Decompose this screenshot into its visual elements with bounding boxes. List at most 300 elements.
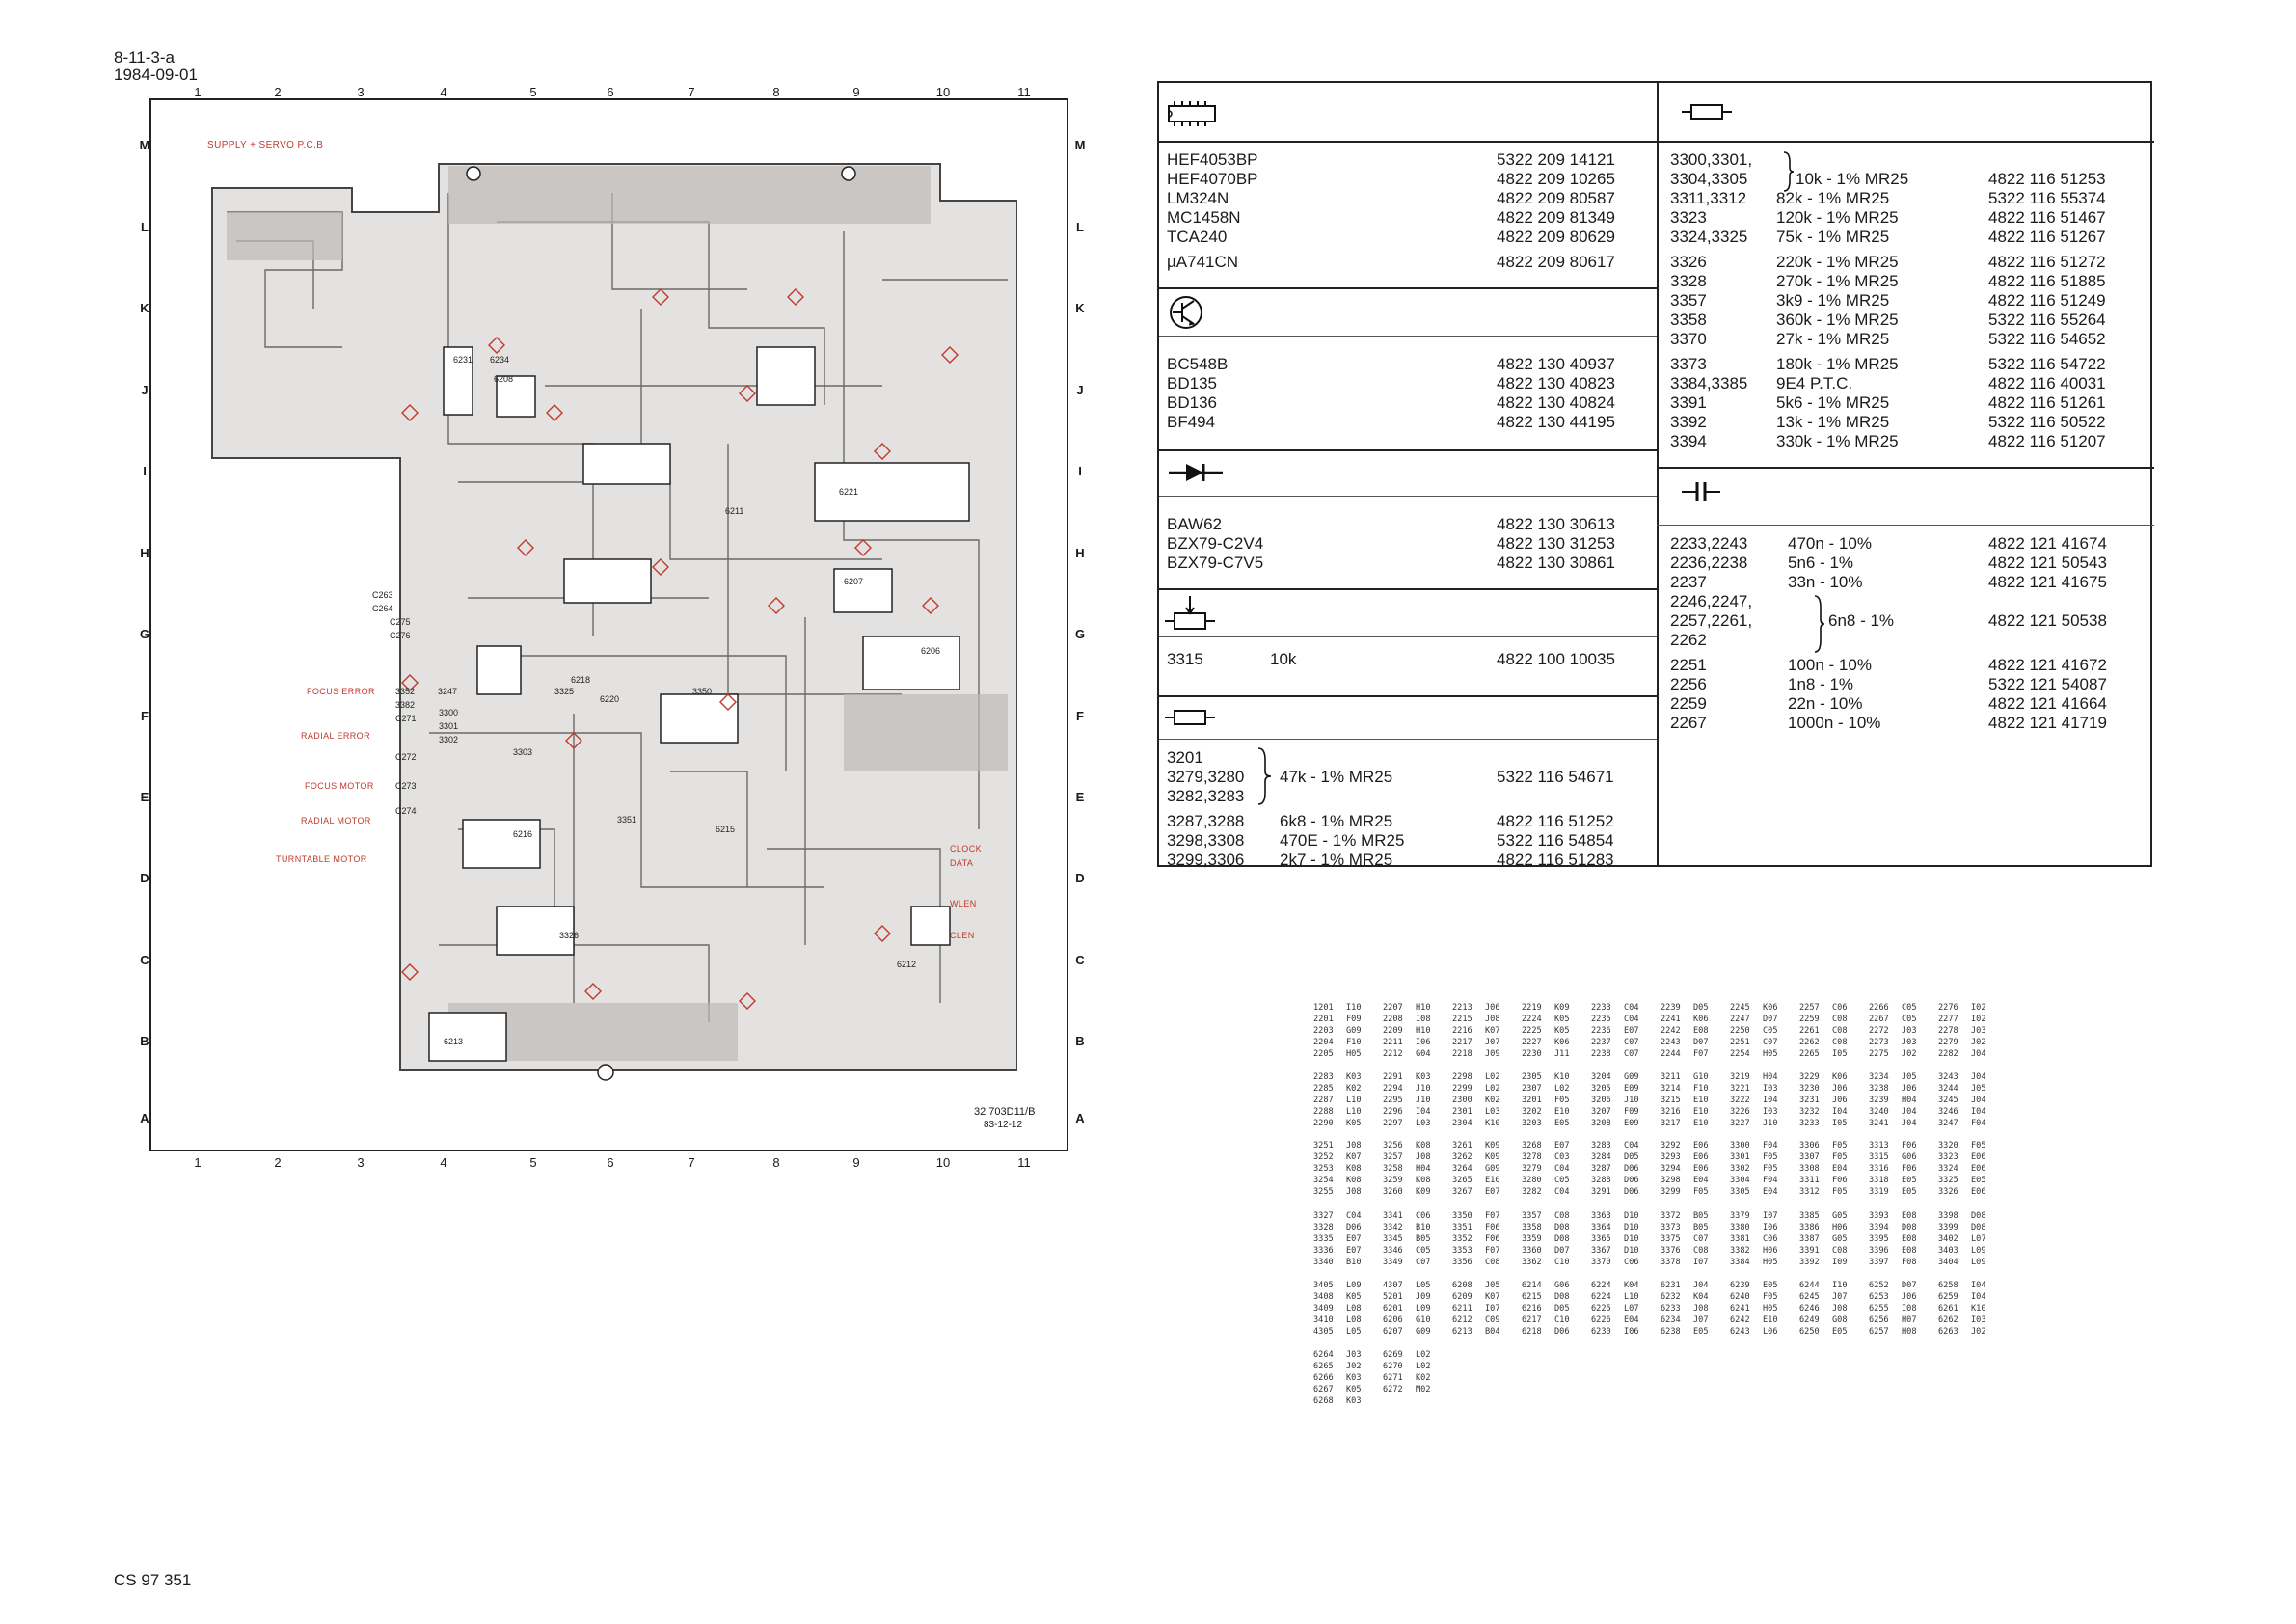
index-position: G10 — [1416, 1315, 1431, 1325]
index-ref: 2254 — [1730, 1049, 1750, 1059]
index-ref: 3294 — [1661, 1164, 1681, 1174]
index-position: D10 — [1624, 1223, 1639, 1232]
index-position: D05 — [1693, 1003, 1709, 1013]
index-ref: 3241 — [1869, 1119, 1889, 1128]
index-position: E07 — [1485, 1187, 1500, 1197]
index-ref: 2244 — [1661, 1049, 1681, 1059]
index-ref: 2295 — [1383, 1096, 1403, 1105]
index-position: K02 — [1416, 1373, 1431, 1383]
pcb-row-letter: L — [1076, 220, 1084, 234]
index-ref: 3287 — [1591, 1164, 1611, 1174]
index-position: I02 — [1971, 1003, 1986, 1013]
index-position: L05 — [1416, 1281, 1431, 1290]
index-ref: 2208 — [1383, 1015, 1403, 1024]
index-position: J10 — [1416, 1096, 1431, 1105]
index-position: C06 — [1763, 1234, 1778, 1244]
pcb-component-label: 6206 — [921, 646, 941, 656]
pcb-component-label: C276 — [390, 631, 411, 640]
index-position: J02 — [1971, 1327, 1986, 1337]
index-ref: 2211 — [1383, 1038, 1403, 1047]
index-position: E10 — [1693, 1119, 1709, 1128]
part-type: BD136 — [1167, 393, 1217, 412]
index-position: K03 — [1346, 1396, 1362, 1406]
index-ref: 2300 — [1452, 1096, 1472, 1105]
index-ref: 3335 — [1313, 1234, 1334, 1244]
index-ref: 3251 — [1313, 1141, 1334, 1150]
index-position: C08 — [1832, 1026, 1848, 1036]
index-position: D06 — [1624, 1176, 1639, 1185]
index-ref: 3262 — [1452, 1152, 1472, 1162]
index-ref: 3342 — [1383, 1223, 1403, 1232]
index-ref: 2294 — [1383, 1084, 1403, 1094]
part-code: 4822 121 41674 — [1988, 534, 2107, 553]
index-position: C10 — [1554, 1258, 1570, 1267]
index-position: H04 — [1902, 1096, 1917, 1105]
index-ref: 3267 — [1452, 1187, 1472, 1197]
index-position: J08 — [1346, 1141, 1362, 1150]
part-code: 4822 116 40031 — [1988, 374, 2106, 392]
index-position: G09 — [1416, 1327, 1431, 1337]
pcb-row-letter: M — [1074, 138, 1086, 152]
part-ref: 2233,2243 — [1670, 534, 1748, 553]
part-code: 4822 209 80587 — [1497, 189, 1615, 207]
index-position: L03 — [1416, 1119, 1431, 1128]
index-ref: 3205 — [1591, 1084, 1611, 1094]
index-ref: 2241 — [1661, 1015, 1681, 1024]
part-value: 27k - 1% MR25 — [1776, 330, 1890, 348]
part-code: 4822 209 81349 — [1497, 208, 1615, 227]
index-ref: 3393 — [1869, 1211, 1889, 1221]
index-position: E08 — [1693, 1026, 1709, 1036]
part-ref: 2259 — [1670, 694, 1707, 713]
capacitor-icon — [1680, 480, 1722, 508]
index-position: F05 — [1971, 1141, 1986, 1150]
part-code: 4822 116 51253 — [1988, 170, 2106, 188]
index-position: L08 — [1346, 1315, 1362, 1325]
index-position: H06 — [1763, 1246, 1778, 1256]
index-ref: 2272 — [1869, 1026, 1889, 1036]
index-ref: 6268 — [1313, 1396, 1334, 1406]
index-position: K07 — [1485, 1026, 1500, 1036]
index-ref: 3376 — [1661, 1246, 1681, 1256]
index-ref: 6258 — [1938, 1281, 1958, 1290]
part-type: BF494 — [1167, 413, 1216, 431]
ic-icon — [1167, 100, 1217, 132]
index-position: L02 — [1416, 1362, 1431, 1371]
part-code: 4822 121 41664 — [1988, 694, 2107, 713]
index-position: I09 — [1832, 1258, 1848, 1267]
index-position: E05 — [1902, 1187, 1917, 1197]
index-ref: 6226 — [1591, 1315, 1611, 1325]
index-ref: 6213 — [1452, 1327, 1472, 1337]
part-ref: 3323 — [1670, 208, 1707, 227]
index-position: E06 — [1971, 1164, 1986, 1174]
part-ref: 2262 — [1670, 631, 1707, 649]
index-ref: 3387 — [1799, 1234, 1820, 1244]
index-position: D07 — [1763, 1015, 1778, 1024]
label-focus-error: FOCUS ERROR — [307, 687, 375, 696]
index-ref: 3284 — [1591, 1152, 1611, 1162]
index-ref: 2259 — [1799, 1015, 1820, 1024]
index-ref: 3278 — [1522, 1152, 1542, 1162]
index-position: K07 — [1346, 1152, 1362, 1162]
index-position: J03 — [1346, 1350, 1362, 1360]
index-position: K09 — [1554, 1003, 1570, 1013]
table-column-divider — [1657, 83, 1659, 865]
pcb-component-label: 6218 — [571, 675, 591, 685]
part-ref: 3324,3325 — [1670, 228, 1748, 246]
index-position: C08 — [1832, 1015, 1848, 1024]
component-position-index — [1313, 1003, 2008, 1427]
index-position: F08 — [1902, 1258, 1917, 1267]
index-position: F09 — [1624, 1107, 1639, 1117]
index-position: F06 — [1902, 1141, 1917, 1150]
index-position: E04 — [1832, 1164, 1848, 1174]
index-position: D05 — [1624, 1152, 1639, 1162]
index-ref: 3244 — [1938, 1084, 1958, 1094]
pcb-row-letter: K — [140, 301, 149, 315]
index-ref: 3380 — [1730, 1223, 1750, 1232]
index-position: G05 — [1832, 1234, 1848, 1244]
index-ref: 2291 — [1383, 1072, 1403, 1082]
index-ref: 3320 — [1938, 1141, 1958, 1150]
index-position: L03 — [1485, 1107, 1500, 1117]
part-ref: 3311,3312 — [1670, 189, 1747, 207]
index-position: C05 — [1902, 1015, 1917, 1024]
pcb-column-number: 7 — [688, 85, 695, 99]
index-position: H07 — [1902, 1315, 1917, 1325]
pcb-title: SUPPLY + SERVO P.C.B — [207, 140, 324, 150]
index-ref: 6266 — [1313, 1373, 1334, 1383]
index-position: J04 — [1902, 1119, 1917, 1128]
index-position: J04 — [1971, 1096, 1986, 1105]
index-ref: 3409 — [1313, 1304, 1334, 1313]
index-position: J07 — [1832, 1292, 1848, 1302]
index-ref: 3252 — [1313, 1152, 1334, 1162]
index-ref: 3402 — [1938, 1234, 1958, 1244]
index-ref: 3238 — [1869, 1084, 1889, 1094]
index-position: K08 — [1346, 1176, 1362, 1185]
index-ref: 3386 — [1799, 1223, 1820, 1232]
index-position: E04 — [1624, 1315, 1639, 1325]
index-ref: 3268 — [1522, 1141, 1542, 1150]
index-position: J08 — [1693, 1304, 1709, 1313]
pcb-component-label: 6213 — [444, 1037, 464, 1046]
pcb-column-number: 3 — [357, 85, 365, 99]
index-ref: 2288 — [1313, 1107, 1334, 1117]
index-position: E08 — [1902, 1234, 1917, 1244]
document-code: CS 97 351 — [114, 1571, 192, 1589]
part-value: 5k6 - 1% MR25 — [1776, 393, 1890, 412]
label-focus-motor: FOCUS MOTOR — [305, 781, 374, 791]
index-position: F05 — [1554, 1096, 1570, 1105]
pcb-component-label: C271 — [395, 714, 417, 723]
index-ref: 3359 — [1522, 1234, 1542, 1244]
index-ref: 6244 — [1799, 1281, 1820, 1290]
part-value: 120k - 1% MR25 — [1776, 208, 1899, 227]
index-position: M02 — [1416, 1385, 1431, 1394]
index-position: F09 — [1346, 1015, 1362, 1024]
pcb-column-number: 1 — [194, 85, 202, 99]
index-ref: 3254 — [1313, 1176, 1334, 1185]
part-value: 82k - 1% MR25 — [1776, 189, 1890, 207]
index-ref: 2266 — [1869, 1003, 1889, 1013]
index-ref: 6241 — [1730, 1304, 1750, 1313]
part-value: 220k - 1% MR25 — [1776, 253, 1899, 271]
index-ref: 3364 — [1591, 1223, 1611, 1232]
pcb-column-number: 6 — [607, 1155, 614, 1170]
index-position: F04 — [1763, 1176, 1778, 1185]
pcb-component-label: C263 — [372, 590, 393, 600]
index-ref: 3265 — [1452, 1176, 1472, 1185]
index-ref: 3247 — [1938, 1119, 1958, 1128]
index-position: H04 — [1416, 1164, 1431, 1174]
index-ref: 2224 — [1522, 1015, 1542, 1024]
pcb-row-letter: K — [1075, 301, 1085, 315]
part-ref: 2267 — [1670, 714, 1707, 732]
index-position: K03 — [1346, 1373, 1362, 1383]
index-ref: 6225 — [1591, 1304, 1611, 1313]
index-position: K05 — [1554, 1026, 1570, 1036]
index-ref: 3410 — [1313, 1315, 1334, 1325]
part-ref: 3298,3308 — [1167, 831, 1245, 850]
index-position: J08 — [1485, 1015, 1500, 1024]
pcb-component-label: 6212 — [897, 960, 917, 969]
index-position: F05 — [1832, 1187, 1848, 1197]
index-ref: 3346 — [1383, 1246, 1403, 1256]
index-position: C04 — [1624, 1015, 1639, 1024]
part-ref: 3282,3283 — [1167, 787, 1245, 805]
index-ref: 3300 — [1730, 1141, 1750, 1150]
index-position: K03 — [1346, 1072, 1362, 1082]
pcb-row-letter: I — [143, 464, 147, 478]
part-code: 4822 116 51272 — [1988, 253, 2106, 271]
index-ref: 3258 — [1383, 1164, 1403, 1174]
index-ref: 2301 — [1452, 1107, 1472, 1117]
index-position: D06 — [1346, 1223, 1362, 1232]
index-position: B05 — [1693, 1223, 1709, 1232]
index-ref: 2233 — [1591, 1003, 1611, 1013]
index-position: E10 — [1763, 1315, 1778, 1325]
index-ref: 3396 — [1869, 1246, 1889, 1256]
part-ref: 2236,2238 — [1670, 554, 1748, 572]
index-position: L09 — [1971, 1258, 1986, 1267]
index-position: C06 — [1624, 1258, 1639, 1267]
index-ref: 6259 — [1938, 1292, 1958, 1302]
index-ref: 2296 — [1383, 1107, 1403, 1117]
pcb-board — [207, 154, 1017, 1095]
index-position: E08 — [1902, 1246, 1917, 1256]
part-type: BC548B — [1167, 355, 1229, 373]
part-type: TCA240 — [1167, 228, 1228, 246]
index-ref: 3385 — [1799, 1211, 1820, 1221]
pcb-row-letter: E — [1075, 790, 1085, 804]
index-ref: 3350 — [1452, 1211, 1472, 1221]
index-ref: 3232 — [1799, 1107, 1820, 1117]
part-type: BD135 — [1167, 374, 1217, 392]
part-code: 4822 121 50543 — [1988, 554, 2107, 572]
index-ref: 6224 — [1591, 1292, 1611, 1302]
index-ref: 3239 — [1869, 1096, 1889, 1105]
resistor-icon — [1163, 708, 1217, 732]
index-ref: 2217 — [1452, 1038, 1472, 1047]
part-code: 4822 130 40823 — [1497, 374, 1615, 392]
index-position: D07 — [1902, 1281, 1917, 1290]
pcb-component-label: 6234 — [490, 355, 510, 365]
document-date: 1984-09-01 — [114, 66, 198, 84]
index-position: G10 — [1693, 1072, 1709, 1082]
part-type: BAW62 — [1167, 515, 1223, 533]
part-code: 4822 130 30613 — [1497, 515, 1615, 533]
part-value: 5n6 - 1% — [1788, 554, 1854, 572]
index-ref: 3264 — [1452, 1164, 1472, 1174]
index-ref: 2207 — [1383, 1003, 1403, 1013]
index-position: J05 — [1902, 1072, 1917, 1082]
index-ref: 3208 — [1591, 1119, 1611, 1128]
index-ref: 3227 — [1730, 1119, 1750, 1128]
index-ref: 3282 — [1522, 1187, 1542, 1197]
index-ref: 2225 — [1522, 1026, 1542, 1036]
index-position: I02 — [1971, 1015, 1986, 1024]
part-ref: 3304,3305 — [1670, 170, 1748, 188]
pcb-row-letter: L — [141, 220, 149, 234]
index-position: J06 — [1902, 1084, 1917, 1094]
index-position: H06 — [1832, 1223, 1848, 1232]
part-code: 4822 130 40824 — [1497, 393, 1615, 412]
index-position: I07 — [1693, 1258, 1709, 1267]
index-ref: 6272 — [1383, 1385, 1403, 1394]
part-value: 33n - 10% — [1788, 573, 1863, 591]
resistor-icon — [1680, 102, 1734, 126]
index-ref: 3370 — [1591, 1258, 1611, 1267]
pcb-row-letter: A — [140, 1111, 149, 1125]
index-ref: 3203 — [1522, 1119, 1542, 1128]
index-position: C06 — [1416, 1211, 1431, 1221]
index-ref: 3379 — [1730, 1211, 1750, 1221]
index-position: E06 — [1971, 1187, 1986, 1197]
table-row-divider — [1657, 525, 2154, 526]
pcb-component-label: 6220 — [600, 694, 620, 704]
part-ref: 3357 — [1670, 291, 1707, 310]
index-ref: 2203 — [1313, 1026, 1334, 1036]
part-value: 6k8 - 1% MR25 — [1280, 812, 1393, 830]
index-ref: 1201 — [1313, 1003, 1334, 1013]
index-position: K09 — [1416, 1187, 1431, 1197]
pcb-component-label: 3300 — [439, 708, 459, 717]
part-code: 5322 116 54671 — [1497, 768, 1614, 786]
index-position: K08 — [1346, 1164, 1362, 1174]
index-ref: 3226 — [1730, 1107, 1750, 1117]
part-ref: 3358 — [1670, 311, 1707, 329]
index-ref: 3349 — [1383, 1258, 1403, 1267]
index-ref: 2307 — [1522, 1084, 1542, 1094]
index-ref: 2267 — [1869, 1015, 1889, 1024]
part-code: 4822 116 51207 — [1988, 432, 2106, 450]
index-position: B10 — [1346, 1258, 1362, 1267]
index-ref: 3326 — [1938, 1187, 1958, 1197]
pcb-component-label: 3350 — [692, 687, 713, 696]
index-position: L07 — [1971, 1234, 1986, 1244]
index-ref: 3315 — [1869, 1152, 1889, 1162]
index-position: E04 — [1763, 1187, 1778, 1197]
pcb-row-letter: D — [1075, 871, 1085, 885]
index-position: K10 — [1971, 1304, 1986, 1313]
index-ref: 2204 — [1313, 1038, 1334, 1047]
index-position: G04 — [1416, 1049, 1431, 1059]
pcb-column-number: 10 — [935, 85, 951, 99]
table-row-divider — [1159, 588, 1657, 590]
index-position: G05 — [1832, 1211, 1848, 1221]
index-ref: 3214 — [1661, 1084, 1681, 1094]
index-ref: 6207 — [1383, 1327, 1403, 1337]
index-position: J05 — [1485, 1281, 1500, 1290]
pcb-component-label: 6211 — [725, 506, 744, 516]
part-type: µA741CN — [1167, 253, 1239, 271]
index-ref: 6250 — [1799, 1327, 1820, 1337]
index-position: K08 — [1416, 1176, 1431, 1185]
index-ref: 3245 — [1938, 1096, 1958, 1105]
index-position: H08 — [1902, 1327, 1917, 1337]
index-position: H05 — [1346, 1049, 1362, 1059]
pcb-component-label: 3247 — [438, 687, 458, 696]
index-ref: 6267 — [1313, 1385, 1334, 1394]
pcb-column-number: 8 — [772, 1155, 780, 1170]
index-position: L10 — [1346, 1107, 1362, 1117]
index-position: I06 — [1763, 1223, 1778, 1232]
index-ref: 3231 — [1799, 1096, 1820, 1105]
index-ref: 3384 — [1730, 1258, 1750, 1267]
index-position: J10 — [1763, 1119, 1778, 1128]
index-position: I04 — [1832, 1107, 1848, 1117]
index-position: J05 — [1971, 1084, 1986, 1094]
part-value: 470n - 10% — [1788, 534, 1872, 553]
index-position: K06 — [1693, 1015, 1709, 1024]
pcb-column-number: 7 — [688, 1155, 695, 1170]
part-code: 4822 121 41672 — [1988, 656, 2107, 674]
pcb-row-letter: H — [140, 546, 149, 560]
index-position: C04 — [1346, 1211, 1362, 1221]
part-code: 4822 116 51252 — [1497, 812, 1614, 830]
part-code: 4822 116 51467 — [1988, 208, 2106, 227]
index-position: B05 — [1693, 1211, 1709, 1221]
pcb-row-letter: J — [1076, 383, 1084, 397]
part-value: 9E4 P.T.C. — [1776, 374, 1853, 392]
pcb-row-letter: B — [1075, 1034, 1085, 1048]
part-code: 4822 116 51283 — [1497, 851, 1614, 869]
part-type: MC1458N — [1167, 208, 1241, 227]
index-ref: 3240 — [1869, 1107, 1889, 1117]
part-value: 10k — [1270, 650, 1297, 668]
index-position: F10 — [1693, 1084, 1709, 1094]
index-position: K05 — [1346, 1292, 1362, 1302]
index-position: C04 — [1624, 1141, 1639, 1150]
index-position: E10 — [1693, 1107, 1709, 1117]
index-position: K04 — [1693, 1292, 1709, 1302]
index-ref: 2273 — [1869, 1038, 1889, 1047]
index-ref: 3356 — [1452, 1258, 1472, 1267]
index-ref: 3201 — [1522, 1096, 1542, 1105]
index-ref: 6262 — [1938, 1315, 1958, 1325]
index-ref: 2283 — [1313, 1072, 1334, 1082]
index-position: E07 — [1346, 1246, 1362, 1256]
board-date: 83-12-12 — [984, 1120, 1023, 1130]
index-position: H05 — [1763, 1304, 1778, 1313]
index-position: L09 — [1346, 1281, 1362, 1290]
label-turntable-motor: TURNTABLE MOTOR — [276, 854, 367, 864]
index-ref: 3318 — [1869, 1176, 1889, 1185]
index-ref: 3301 — [1730, 1152, 1750, 1162]
index-position: E07 — [1346, 1234, 1362, 1244]
